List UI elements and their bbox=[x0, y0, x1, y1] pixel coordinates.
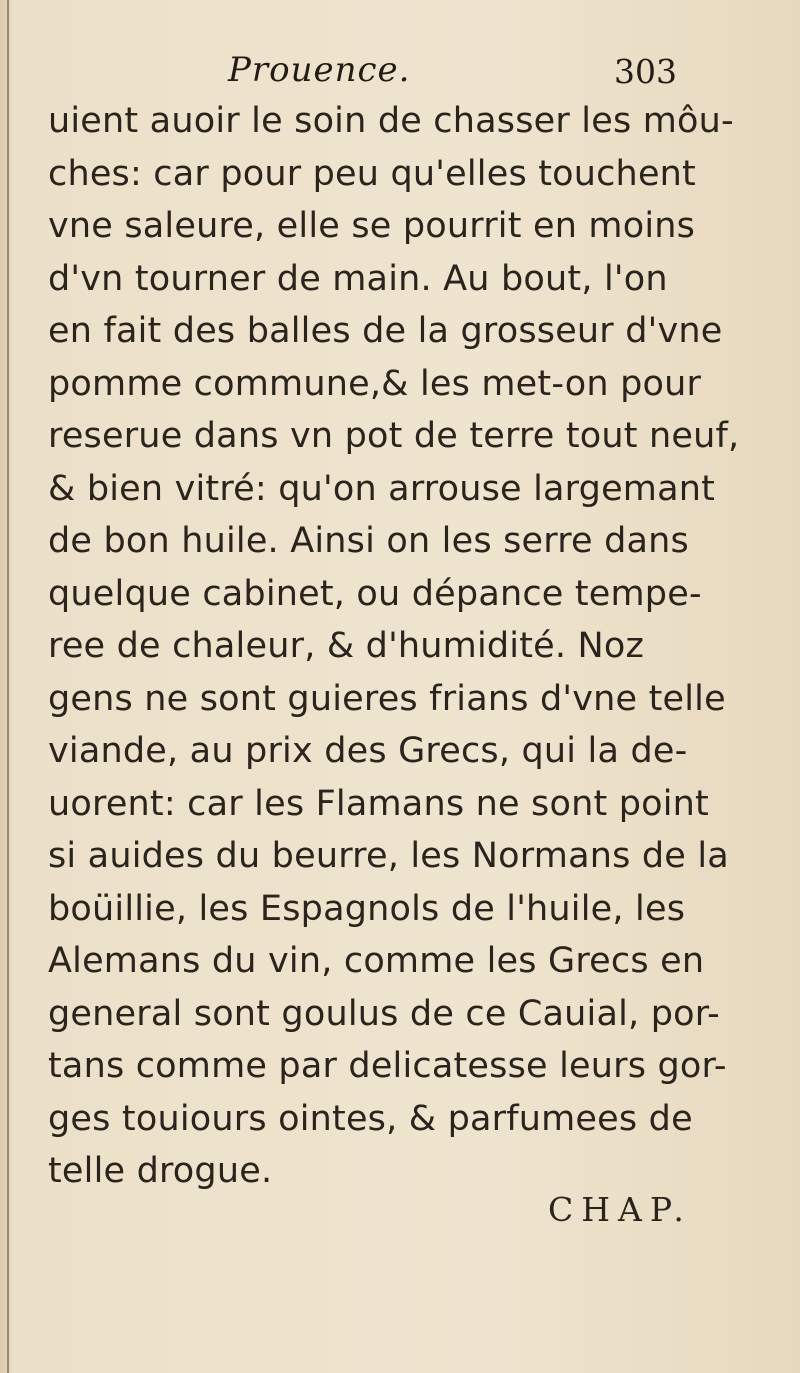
text-line: en fait des balles de la grosseur d'vne bbox=[48, 311, 723, 351]
text-line: general sont goulus de ce Cauial, por- bbox=[48, 993, 720, 1034]
text-line: uorent: car les Flamans ne sont point bbox=[48, 783, 709, 824]
text-line: ree de chaleur, & d'humidité. Noz bbox=[48, 626, 645, 666]
text-line: boüillie, les Espagnols de l'huile, les bbox=[48, 888, 686, 929]
page-header bbox=[0, 50, 800, 100]
text-line: d'vn tourner de main. Au bout, l'on bbox=[48, 258, 668, 299]
page-number: 303 bbox=[614, 52, 677, 91]
catchword: CHAP. bbox=[548, 1190, 692, 1229]
text-line: telle drogue. bbox=[48, 1151, 273, 1191]
text-line: pomme commune,& les met-on pour bbox=[48, 363, 702, 404]
text-line: si auides du beurre, les Normans de la bbox=[48, 836, 729, 876]
text-line: quelque cabinet, ou dépance tempe- bbox=[48, 573, 702, 614]
text-line: reserue dans vn pot de terre tout neuf, bbox=[48, 416, 740, 456]
text-line: vne saleure, elle se pourrit en moins bbox=[48, 206, 696, 246]
body-text bbox=[48, 95, 740, 1198]
text-line: uient auoir le soin de chasser les môu- bbox=[48, 101, 734, 141]
text-line: ches: car pour peu qu'elles touchent bbox=[48, 153, 696, 194]
text-line: tans comme par delicatesse leurs gor- bbox=[48, 1046, 727, 1086]
running-head: Prouence. bbox=[228, 50, 411, 90]
page-edge bbox=[7, 0, 9, 1373]
text-line: de bon huile. Ainsi on les serre dans bbox=[48, 521, 689, 561]
text-line: & bien vitré: qu'on arrouse largemant bbox=[48, 468, 716, 509]
text-line: Alemans du vin, comme les Grecs en bbox=[48, 941, 705, 981]
text-line: gens ne sont guieres frians d'vne telle bbox=[48, 678, 726, 719]
text-line: ges touiours ointes, & parfumees de bbox=[48, 1098, 693, 1139]
text-line: viande, au prix des Grecs, qui la de- bbox=[48, 731, 688, 771]
